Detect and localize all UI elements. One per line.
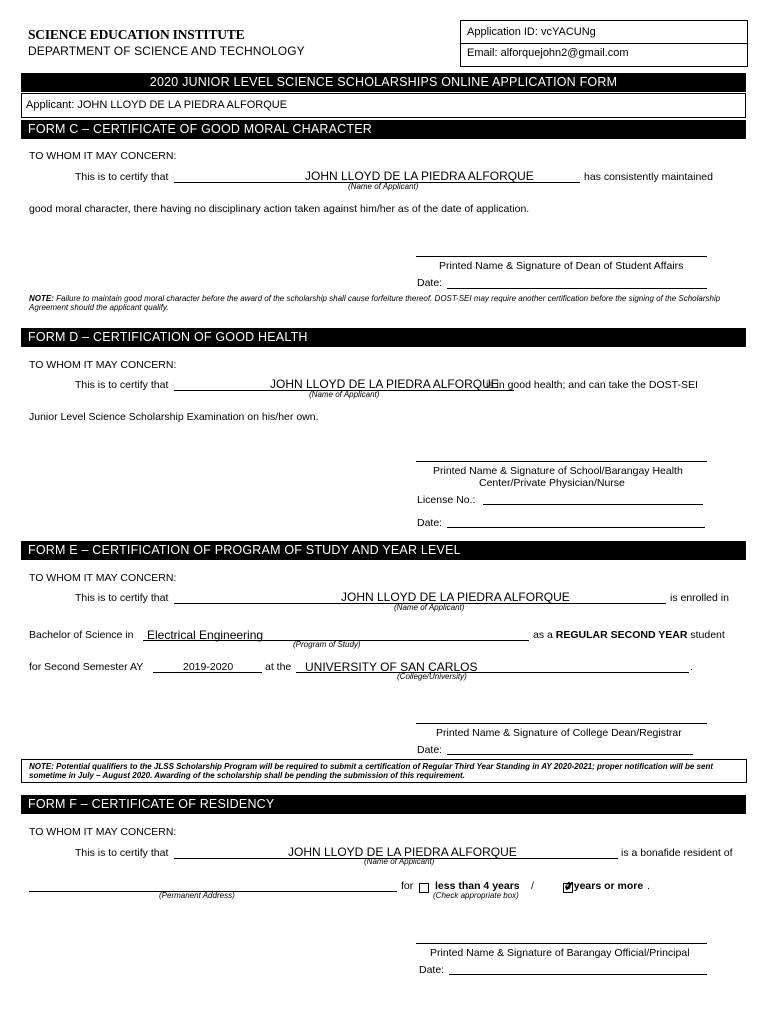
form-e-certify-prefix: This is to certify that (75, 592, 169, 604)
form-d-license-label: License No.: (417, 494, 476, 506)
form-f-signature-label: Printed Name & Signature of Barangay Official/Principal (430, 947, 690, 959)
form-e-program-caption: (Program of Study) (293, 640, 361, 649)
form-c-line2: good moral character, there having no disciplinary action taken against him/her as of the date of application. (29, 203, 530, 215)
form-f-certify-prefix: This is to certify that (75, 847, 169, 859)
form-d-license-field[interactable] (483, 503, 703, 505)
form-c-note-text: Failure to maintain good moral character before the award of the scholarship shall cause forfeiture thereof. DOST-SEI may require another certification before the signing of the Scholarship Agreement should the applicant qualify. (29, 294, 721, 312)
form-e-college-caption: (College/University) (397, 672, 467, 681)
form-e-bachelor-prefix: Bachelor of Science in (29, 629, 134, 641)
form-c-applicant-name: JOHN LLOYD DE LA PIEDRA ALFORQUE (305, 169, 534, 183)
form-e-year-level: REGULAR SECOND YEAR (555, 629, 688, 641)
form-f-check-caption: (Check appropriate box) (433, 891, 519, 900)
application-id: Application ID: vcYACUNg (467, 26, 596, 38)
form-f-name-caption: (Name of Applicant) (364, 857, 435, 866)
form-e-note-label: NOTE: (29, 762, 54, 771)
applicant-line: Applicant: JOHN LLOYD DE LA PIEDRA ALFORQUE (26, 99, 288, 111)
form-e-year-level-text (533, 629, 725, 641)
applicant-email: Email: alforquejohn2@gmail.com (467, 47, 629, 59)
form-e-signature-label: Printed Name & Signature of College Dean/Registrar (436, 727, 682, 739)
application-info-box (460, 20, 748, 67)
form-d-name-caption: (Name of Applicant) (309, 390, 380, 399)
form-f-applicant-name: JOHN LLOYD DE LA PIEDRA ALFORQUE (288, 845, 517, 859)
form-e-student: student (690, 629, 725, 641)
form-title-bar: 2020 JUNIOR LEVEL SCIENCE SCHOLARSHIPS ONLINE APPLICATION FORM (21, 73, 746, 92)
form-e-name-caption: (Name of Applicant) (394, 603, 465, 612)
form-e-date-field[interactable] (447, 753, 693, 755)
form-e-college: UNIVERSITY OF SAN CARLOS (305, 660, 478, 674)
form-f-suffix: is a bonafide resident of (621, 847, 733, 859)
form-e-title: FORM E – CERTIFICATION OF PROGRAM OF STUDY AND YEAR LEVEL (21, 541, 746, 560)
form-e-note-box (21, 759, 747, 783)
form-e-date-label: Date: (417, 744, 443, 756)
form-e-academic-year: 2019-2020 (183, 661, 234, 673)
form-e-at-the: at the (265, 661, 292, 673)
form-c-signature-label: Printed Name & Signature of Dean of Student Affairs (439, 260, 684, 272)
form-e-as-a: as a (533, 629, 553, 641)
form-d-line2: Junior Level Science Scholarship Examination on his/her own. (29, 411, 319, 423)
form-e-to-whom: TO WHOM IT MAY CONCERN: (29, 572, 177, 584)
form-c-suffix: has consistently maintained (584, 171, 713, 183)
form-e-applicant-name: JOHN LLOYD DE LA PIEDRA ALFORQUE (341, 590, 570, 604)
form-d-date-field[interactable] (447, 526, 705, 528)
form-d-to-whom: TO WHOM IT MAY CONCERN: (29, 359, 177, 371)
form-c-to-whom: TO WHOM IT MAY CONCERN: (29, 150, 177, 162)
form-c-note (29, 294, 744, 312)
department-name: DEPARTMENT OF SCIENCE AND TECHNOLOGY (28, 44, 305, 58)
form-c-date-field[interactable] (447, 287, 707, 289)
form-f-separator: / (531, 880, 534, 892)
form-f-date-label: Date: (419, 964, 445, 976)
form-d-applicant-name: JOHN LLOYD DE LA PIEDRA ALFORQUE (270, 377, 499, 391)
form-f-to-whom: TO WHOM IT MAY CONCERN: (29, 826, 177, 838)
form-e-semester-prefix: for Second Semester AY (29, 661, 144, 673)
form-e-suffix: is enrolled in (670, 592, 729, 604)
form-e-note-text: Potential qualifiers to the JLSS Scholarship Program will be required to submit a certification of Regular Third Year Standing in AY 2020-2021; proper notification will be sent sometime in July – August 2020. Awarding of the scholarship shall be pending the submission of this requirement. (29, 762, 713, 780)
form-f-title: FORM F – CERTIFICATE OF RESIDENCY (21, 795, 746, 814)
form-f-date-field[interactable] (449, 973, 707, 975)
form-c-note-label: NOTE: (29, 294, 54, 303)
applicant-box (21, 93, 746, 118)
institute-name: SCIENCE EDUCATION INSTITUTE (28, 27, 245, 42)
form-f-for-label: for (401, 880, 414, 892)
form-d-signature-label-1: Printed Name & Signature of School/Barangay Health (433, 465, 683, 477)
form-d-certify-prefix: This is to certify that (75, 379, 169, 391)
form-c-certify-prefix: This is to certify that (75, 171, 169, 183)
form-c-name-caption: (Name of Applicant) (348, 182, 419, 191)
form-f-address-caption: (Permanent Address) (159, 891, 235, 900)
form-d-suffix: is in good health; and can take the DOST-SEI (486, 379, 698, 391)
form-c-date-label: Date: (417, 277, 443, 289)
less-than-4-years-checkbox[interactable] (419, 883, 429, 893)
form-d-title: FORM D – CERTIFICATION OF GOOD HEALTH (21, 328, 746, 347)
form-d-signature-label-2: Center/Private Physician/Nurse (479, 477, 625, 489)
form-d-date-label: Date: (417, 517, 443, 529)
form-e-program: Electrical Engineering (147, 628, 264, 642)
form-f-option-more: 4 years or more (565, 880, 644, 892)
form-f-option-less: less than 4 years (435, 880, 520, 892)
form-c-title: FORM C – CERTIFICATE OF GOOD MORAL CHARACTER (21, 120, 746, 139)
